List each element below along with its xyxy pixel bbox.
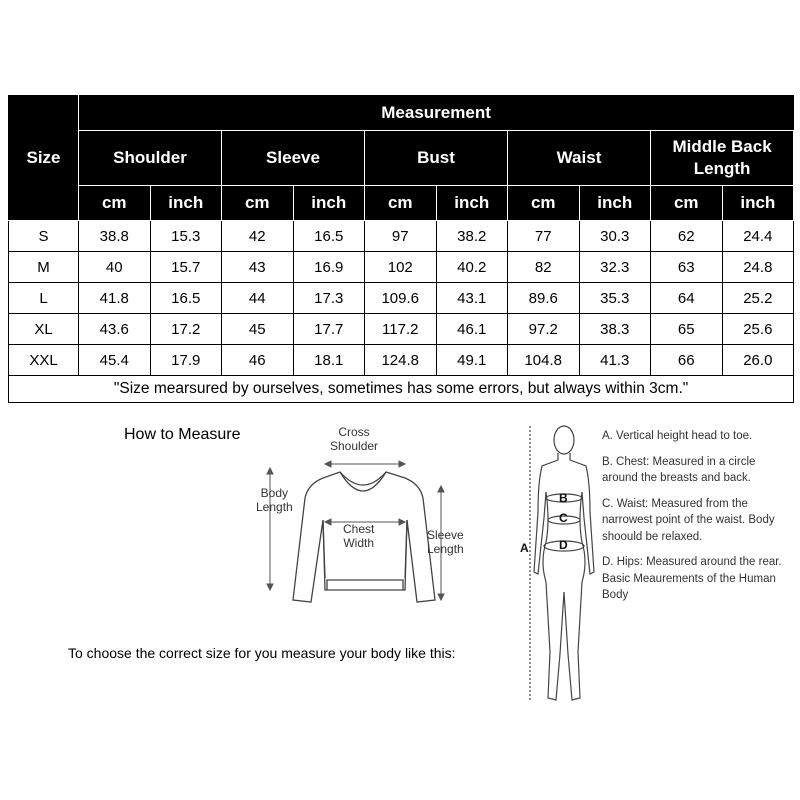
value-cell: 46.1 <box>436 314 508 345</box>
cross-shoulder-label: Cross Shoulder <box>330 425 379 453</box>
group-header-middle-back-length: Middle Back Length <box>651 131 794 186</box>
value-cell: 45 <box>222 314 294 345</box>
value-cell: 117.2 <box>365 314 437 345</box>
unit-header: inch <box>436 186 508 221</box>
value-cell: 17.3 <box>293 283 365 314</box>
unit-header: cm <box>365 186 437 221</box>
value-cell: 104.8 <box>508 345 580 376</box>
value-cell: 65 <box>651 314 723 345</box>
body-figure <box>520 422 600 712</box>
value-cell: 43.1 <box>436 283 508 314</box>
instruction-text: To choose the correct size for you measure your body like this: <box>68 645 456 661</box>
table-body <box>9 221 794 376</box>
unit-header: inch <box>150 186 222 221</box>
value-cell: 16.5 <box>150 283 222 314</box>
size-cell: XL <box>9 314 79 345</box>
value-cell: 24.4 <box>722 221 794 252</box>
value-cell: 17.2 <box>150 314 222 345</box>
measurement-header: Measurement <box>79 96 794 131</box>
value-cell: 17.7 <box>293 314 365 345</box>
value-cell: 64 <box>651 283 723 314</box>
letter-a: A <box>520 541 529 555</box>
value-cell: 16.9 <box>293 252 365 283</box>
note-height: A. Vertical height head to toe. <box>602 430 753 442</box>
body-length-label: Body Length <box>256 486 293 514</box>
group-header-sleeve: Sleeve <box>222 131 365 186</box>
value-cell: 16.5 <box>293 221 365 252</box>
value-cell: 46 <box>222 345 294 376</box>
letter-c: C <box>559 511 568 525</box>
chest-width-label: Chest Width <box>343 522 375 550</box>
letter-b: B <box>559 491 568 505</box>
value-cell: 25.2 <box>722 283 794 314</box>
value-cell: 43 <box>222 252 294 283</box>
letter-d: D <box>559 538 568 552</box>
size-cell: S <box>9 221 79 252</box>
table-row <box>9 283 794 314</box>
value-cell: 41.8 <box>79 283 151 314</box>
value-cell: 97.2 <box>508 314 580 345</box>
group-header-bust: Bust <box>365 131 508 186</box>
value-cell: 40.2 <box>436 252 508 283</box>
value-cell: 89.6 <box>508 283 580 314</box>
value-cell: 97 <box>365 221 437 252</box>
unit-header: inch <box>722 186 794 221</box>
size-chart-table <box>8 95 794 403</box>
value-cell: 82 <box>508 252 580 283</box>
size-header: Size <box>9 96 79 221</box>
value-cell: 41.3 <box>579 345 651 376</box>
measurement-note: "Size mearsured by ourselves, sometimes has some errors, but always within 3cm." <box>9 376 794 403</box>
size-cell: L <box>9 283 79 314</box>
how-to-measure-title: How to Measure <box>124 426 241 443</box>
value-cell: 38.2 <box>436 221 508 252</box>
measurement-notes <box>602 428 782 613</box>
group-header-waist: Waist <box>508 131 651 186</box>
group-header-shoulder: Shoulder <box>79 131 222 186</box>
table-row <box>9 252 794 283</box>
value-cell: 66 <box>651 345 723 376</box>
unit-header: cm <box>508 186 580 221</box>
value-cell: 26.0 <box>722 345 794 376</box>
value-cell: 43.6 <box>79 314 151 345</box>
value-cell: 44 <box>222 283 294 314</box>
value-cell: 42 <box>222 221 294 252</box>
value-cell: 35.3 <box>579 283 651 314</box>
unit-header: cm <box>79 186 151 221</box>
value-cell: 32.3 <box>579 252 651 283</box>
value-cell: 17.9 <box>150 345 222 376</box>
unit-header: cm <box>651 186 723 221</box>
unit-header: inch <box>579 186 651 221</box>
table-row <box>9 345 794 376</box>
value-cell: 25.6 <box>722 314 794 345</box>
value-cell: 15.7 <box>150 252 222 283</box>
value-cell: 40 <box>79 252 151 283</box>
value-cell: 63 <box>651 252 723 283</box>
value-cell: 102 <box>365 252 437 283</box>
note-chest: B. Chest: Measured in a circle around the breasts and back. <box>602 455 756 484</box>
value-cell: 30.3 <box>579 221 651 252</box>
value-cell: 38.8 <box>79 221 151 252</box>
value-cell: 15.3 <box>150 221 222 252</box>
value-cell: 124.8 <box>365 345 437 376</box>
value-cell: 62 <box>651 221 723 252</box>
unit-header: inch <box>293 186 365 221</box>
value-cell: 38.3 <box>579 314 651 345</box>
size-cell: M <box>9 252 79 283</box>
note-hips: D. Hips: Measured around the rear. Basic Meaurements of the Human Body <box>602 556 782 601</box>
table-row <box>9 221 794 252</box>
value-cell: 45.4 <box>79 345 151 376</box>
table-row <box>9 314 794 345</box>
value-cell: 49.1 <box>436 345 508 376</box>
value-cell: 77 <box>508 221 580 252</box>
value-cell: 109.6 <box>365 283 437 314</box>
value-cell: 24.8 <box>722 252 794 283</box>
note-waist: C. Waist: Measured from the narrowest point of the waist. Body shoould be relaxed. <box>602 497 775 543</box>
sleeve-length-label: Sleeve Length <box>427 528 464 556</box>
size-cell: XXL <box>9 345 79 376</box>
unit-header: cm <box>222 186 294 221</box>
value-cell: 18.1 <box>293 345 365 376</box>
